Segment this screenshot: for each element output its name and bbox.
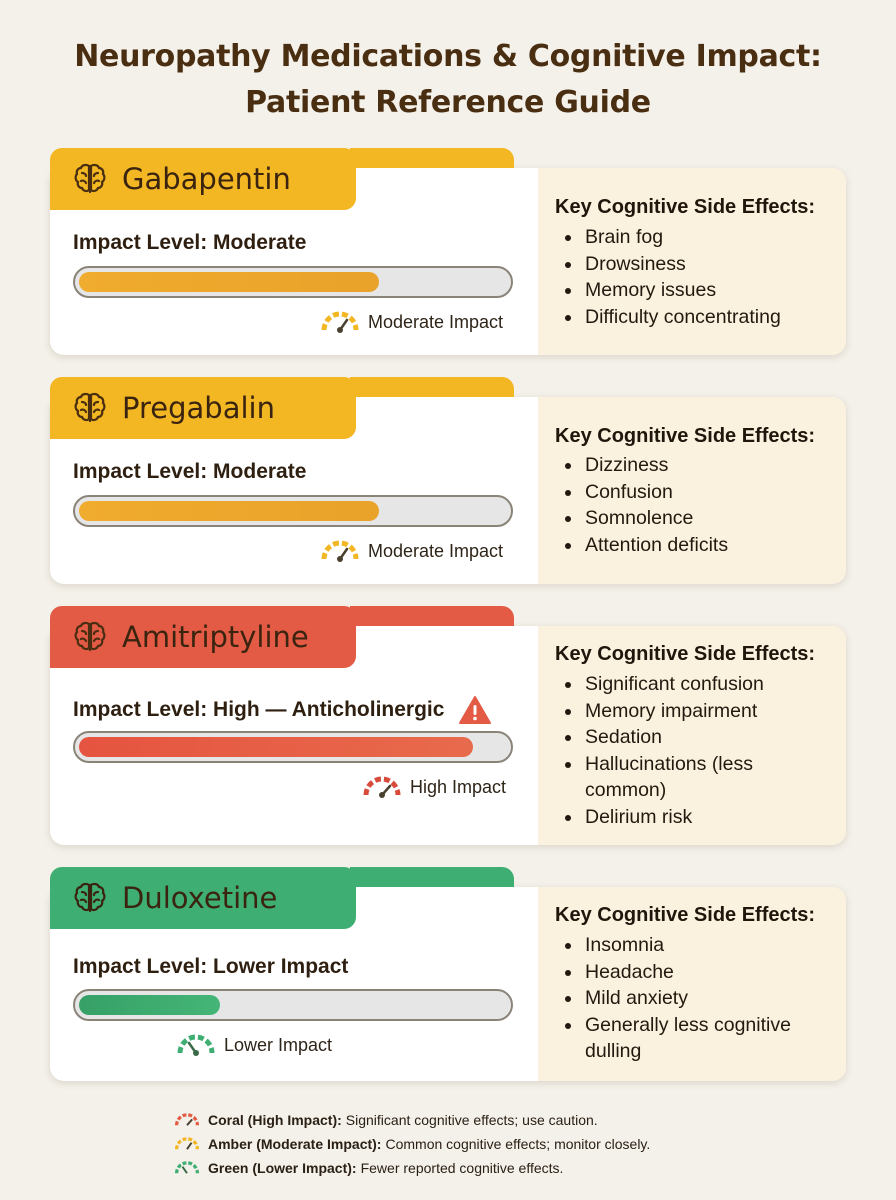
gauge-label: Lower Impact	[224, 1034, 333, 1055]
brain-icon	[72, 619, 108, 655]
legend-desc: Fewer reported cognitive effects.	[360, 1160, 564, 1176]
medication-name: Amitriptyline	[122, 620, 309, 654]
effect-item: Dizziness	[565, 452, 835, 479]
impact-bar-fill	[79, 501, 379, 521]
impact-bar	[73, 266, 513, 298]
effect-item: Attention deficits	[565, 532, 835, 559]
brain-icon	[72, 161, 108, 197]
impact-bar	[73, 731, 513, 763]
impact-bar-fill	[79, 737, 473, 757]
gauge-label: Moderate Impact	[368, 311, 504, 332]
medication-name: Duloxetine	[122, 881, 278, 915]
effect-item: Memory issues	[565, 277, 835, 304]
impact-level-label: Impact Level: Lower Impact	[73, 955, 349, 978]
impact-gauge	[320, 310, 503, 334]
gauge-icon	[320, 539, 360, 563]
title-line-1: Neuropathy Medications & Cognitive Impact:	[74, 39, 822, 74]
gauge-label: High Impact	[410, 776, 507, 797]
legend-desc: Common cognitive effects; monitor closely.	[385, 1136, 651, 1152]
effect-item: Mild anxiety	[565, 985, 835, 1012]
tab-extension	[350, 148, 514, 168]
medication-tab-duloxetine	[50, 867, 356, 929]
impact-level-label: Impact Level: Moderate	[73, 231, 307, 254]
legend-item-green	[174, 1156, 650, 1180]
impact-bar	[73, 495, 513, 527]
effect-item: Significant confusion	[565, 671, 835, 698]
brain-icon	[72, 880, 108, 916]
effect-item: Somnolence	[565, 505, 835, 532]
legend-desc: Significant cognitive effects; use caution.	[345, 1112, 598, 1128]
effect-item: Confusion	[565, 479, 835, 506]
effects-title: Key Cognitive Side Effects:	[555, 196, 816, 218]
impact-bar	[73, 989, 513, 1021]
gauge-label: Moderate Impact	[368, 540, 504, 561]
legend-name: Green (Lower Impact):	[208, 1160, 357, 1176]
effects-title: Key Cognitive Side Effects:	[555, 904, 816, 926]
impact-bar-fill	[79, 272, 379, 292]
effects-title: Key Cognitive Side Effects:	[555, 643, 816, 665]
effect-item: Brain fog	[565, 224, 835, 251]
brain-icon	[72, 390, 108, 426]
effect-item: Hallucinations (less common)	[565, 751, 795, 804]
impact-gauge	[176, 1033, 332, 1057]
gauge-icon	[174, 1112, 200, 1128]
warning-triangle-icon	[458, 695, 492, 725]
gauge-icon	[176, 1033, 216, 1057]
medication-tab-gabapentin	[50, 148, 356, 210]
effect-item: Generally less cognitive dulling	[565, 1012, 815, 1065]
effect-item: Sedation	[565, 724, 835, 751]
medication-name: Pregabalin	[122, 391, 275, 425]
impact-gauge	[320, 539, 503, 563]
effect-item: Delirium risk	[565, 804, 835, 831]
legend-item-coral	[174, 1108, 650, 1132]
effects-list	[565, 452, 835, 558]
legend-name: Amber (Moderate Impact):	[208, 1136, 382, 1152]
impact-level-label: Impact Level: High — Anticholinergic	[73, 698, 445, 721]
impact-level-label: Impact Level: Moderate	[73, 460, 307, 483]
medication-name: Gabapentin	[122, 162, 291, 196]
legend-name: Coral (High Impact):	[208, 1112, 342, 1128]
impact-level-row	[73, 695, 492, 725]
impact-bar-fill	[79, 995, 220, 1015]
gauge-icon	[362, 775, 402, 799]
impact-gauge	[362, 775, 506, 799]
legend	[174, 1108, 650, 1180]
gauge-icon	[174, 1136, 200, 1152]
medication-tab-pregabalin	[50, 377, 356, 439]
legend-item-amber	[174, 1132, 650, 1156]
effect-item: Headache	[565, 959, 835, 986]
effect-item: Memory impairment	[565, 698, 835, 725]
tab-extension	[350, 377, 514, 397]
gauge-icon	[320, 310, 360, 334]
gauge-icon	[174, 1160, 200, 1176]
title-line-2: Patient Reference Guide	[245, 85, 651, 120]
medication-tab-amitriptyline	[50, 606, 356, 668]
page-title	[0, 34, 896, 126]
effect-item: Drowsiness	[565, 251, 835, 278]
tab-extension	[350, 606, 514, 626]
effects-list	[565, 671, 835, 830]
effects-list	[565, 932, 835, 1065]
effect-item: Insomnia	[565, 932, 835, 959]
effect-item: Difficulty concentrating	[565, 304, 835, 331]
effects-list	[565, 224, 835, 330]
tab-extension	[350, 867, 514, 887]
effects-title: Key Cognitive Side Effects:	[555, 425, 816, 447]
